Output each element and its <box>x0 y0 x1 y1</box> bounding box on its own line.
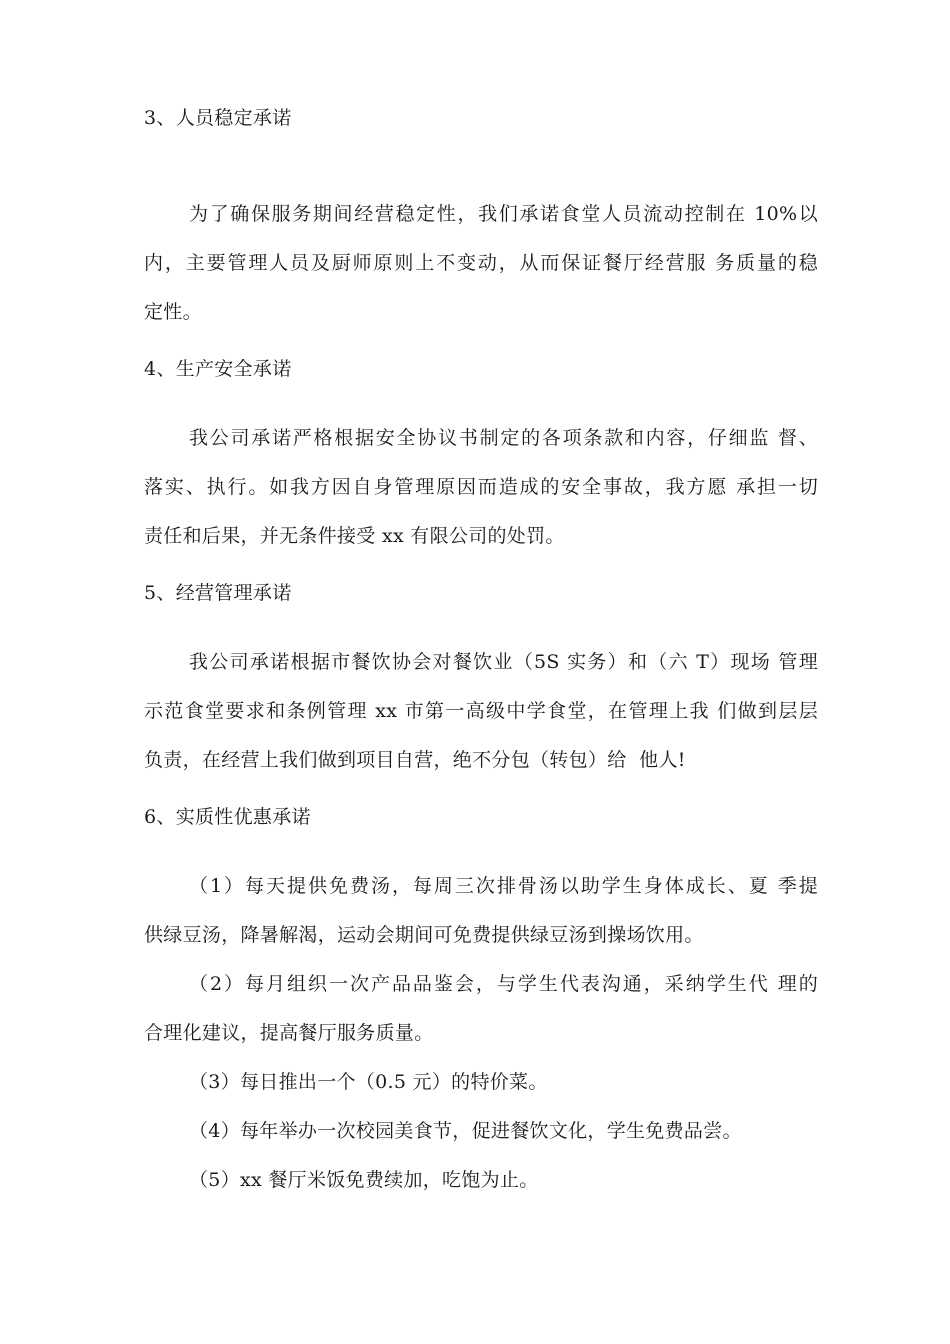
paragraph-line: 定性。 <box>144 301 202 323</box>
list-item-line: 合理化建议，提高餐厅服务质量。 <box>144 1022 434 1044</box>
paragraph-line: 落实、执行。如我方因自身管理原因而造成的安全事故，我方愿 承担一切 <box>144 476 818 498</box>
list-item: （4）每年举办一次校园美食节，促进餐饮文化，学生免费品尝。 <box>189 1120 742 1142</box>
paragraph-line: 我公司承诺严格根据安全协议书制定的各项条款和内容，仔细监 督、 <box>189 427 818 449</box>
list-item-line: 供绿豆汤，降暑解渴，运动会期间可免费提供绿豆汤到操场饮用。 <box>144 924 704 946</box>
section-heading: 3、人员稳定承诺 <box>144 107 292 129</box>
section-heading: 6、实质性优惠承诺 <box>144 806 311 828</box>
paragraph-line: 为了确保服务期间经营稳定性，我们承诺食堂人员流动控制在 10%以 <box>189 203 818 225</box>
paragraph-line: 示范食堂要求和条例管理 xx 市第一高级中学食堂，在管理上我 们做到层层 <box>144 700 818 722</box>
list-item-line: （1）每天提供免费汤，每周三次排骨汤以助学生身体成长、夏 季提 <box>189 875 818 897</box>
section-heading: 5、经营管理承诺 <box>144 582 292 604</box>
list-item: （5）xx 餐厅米饭免费续加，吃饱为止。 <box>189 1169 539 1191</box>
paragraph-line: 负责，在经营上我们做到项目自营，绝不分包（转包）给 他人! <box>144 749 686 771</box>
paragraph-line: 内，主要管理人员及厨师原则上不变动，从而保证餐厅经营服 务质量的稳 <box>144 252 818 274</box>
list-item: （3）每日推出一个（0.5 元）的特价菜。 <box>189 1071 548 1093</box>
section-heading: 4、生产安全承诺 <box>144 358 292 380</box>
paragraph-line: 我公司承诺根据市餐饮协会对餐饮业（5S 实务）和（六 T）现场 管理 <box>189 651 818 673</box>
paragraph-line: 责任和后果，并无条件接受 xx 有限公司的处罚。 <box>144 525 565 547</box>
list-item-line: （2）每月组织一次产品品鉴会，与学生代表沟通，采纳学生代 理的 <box>189 973 818 995</box>
